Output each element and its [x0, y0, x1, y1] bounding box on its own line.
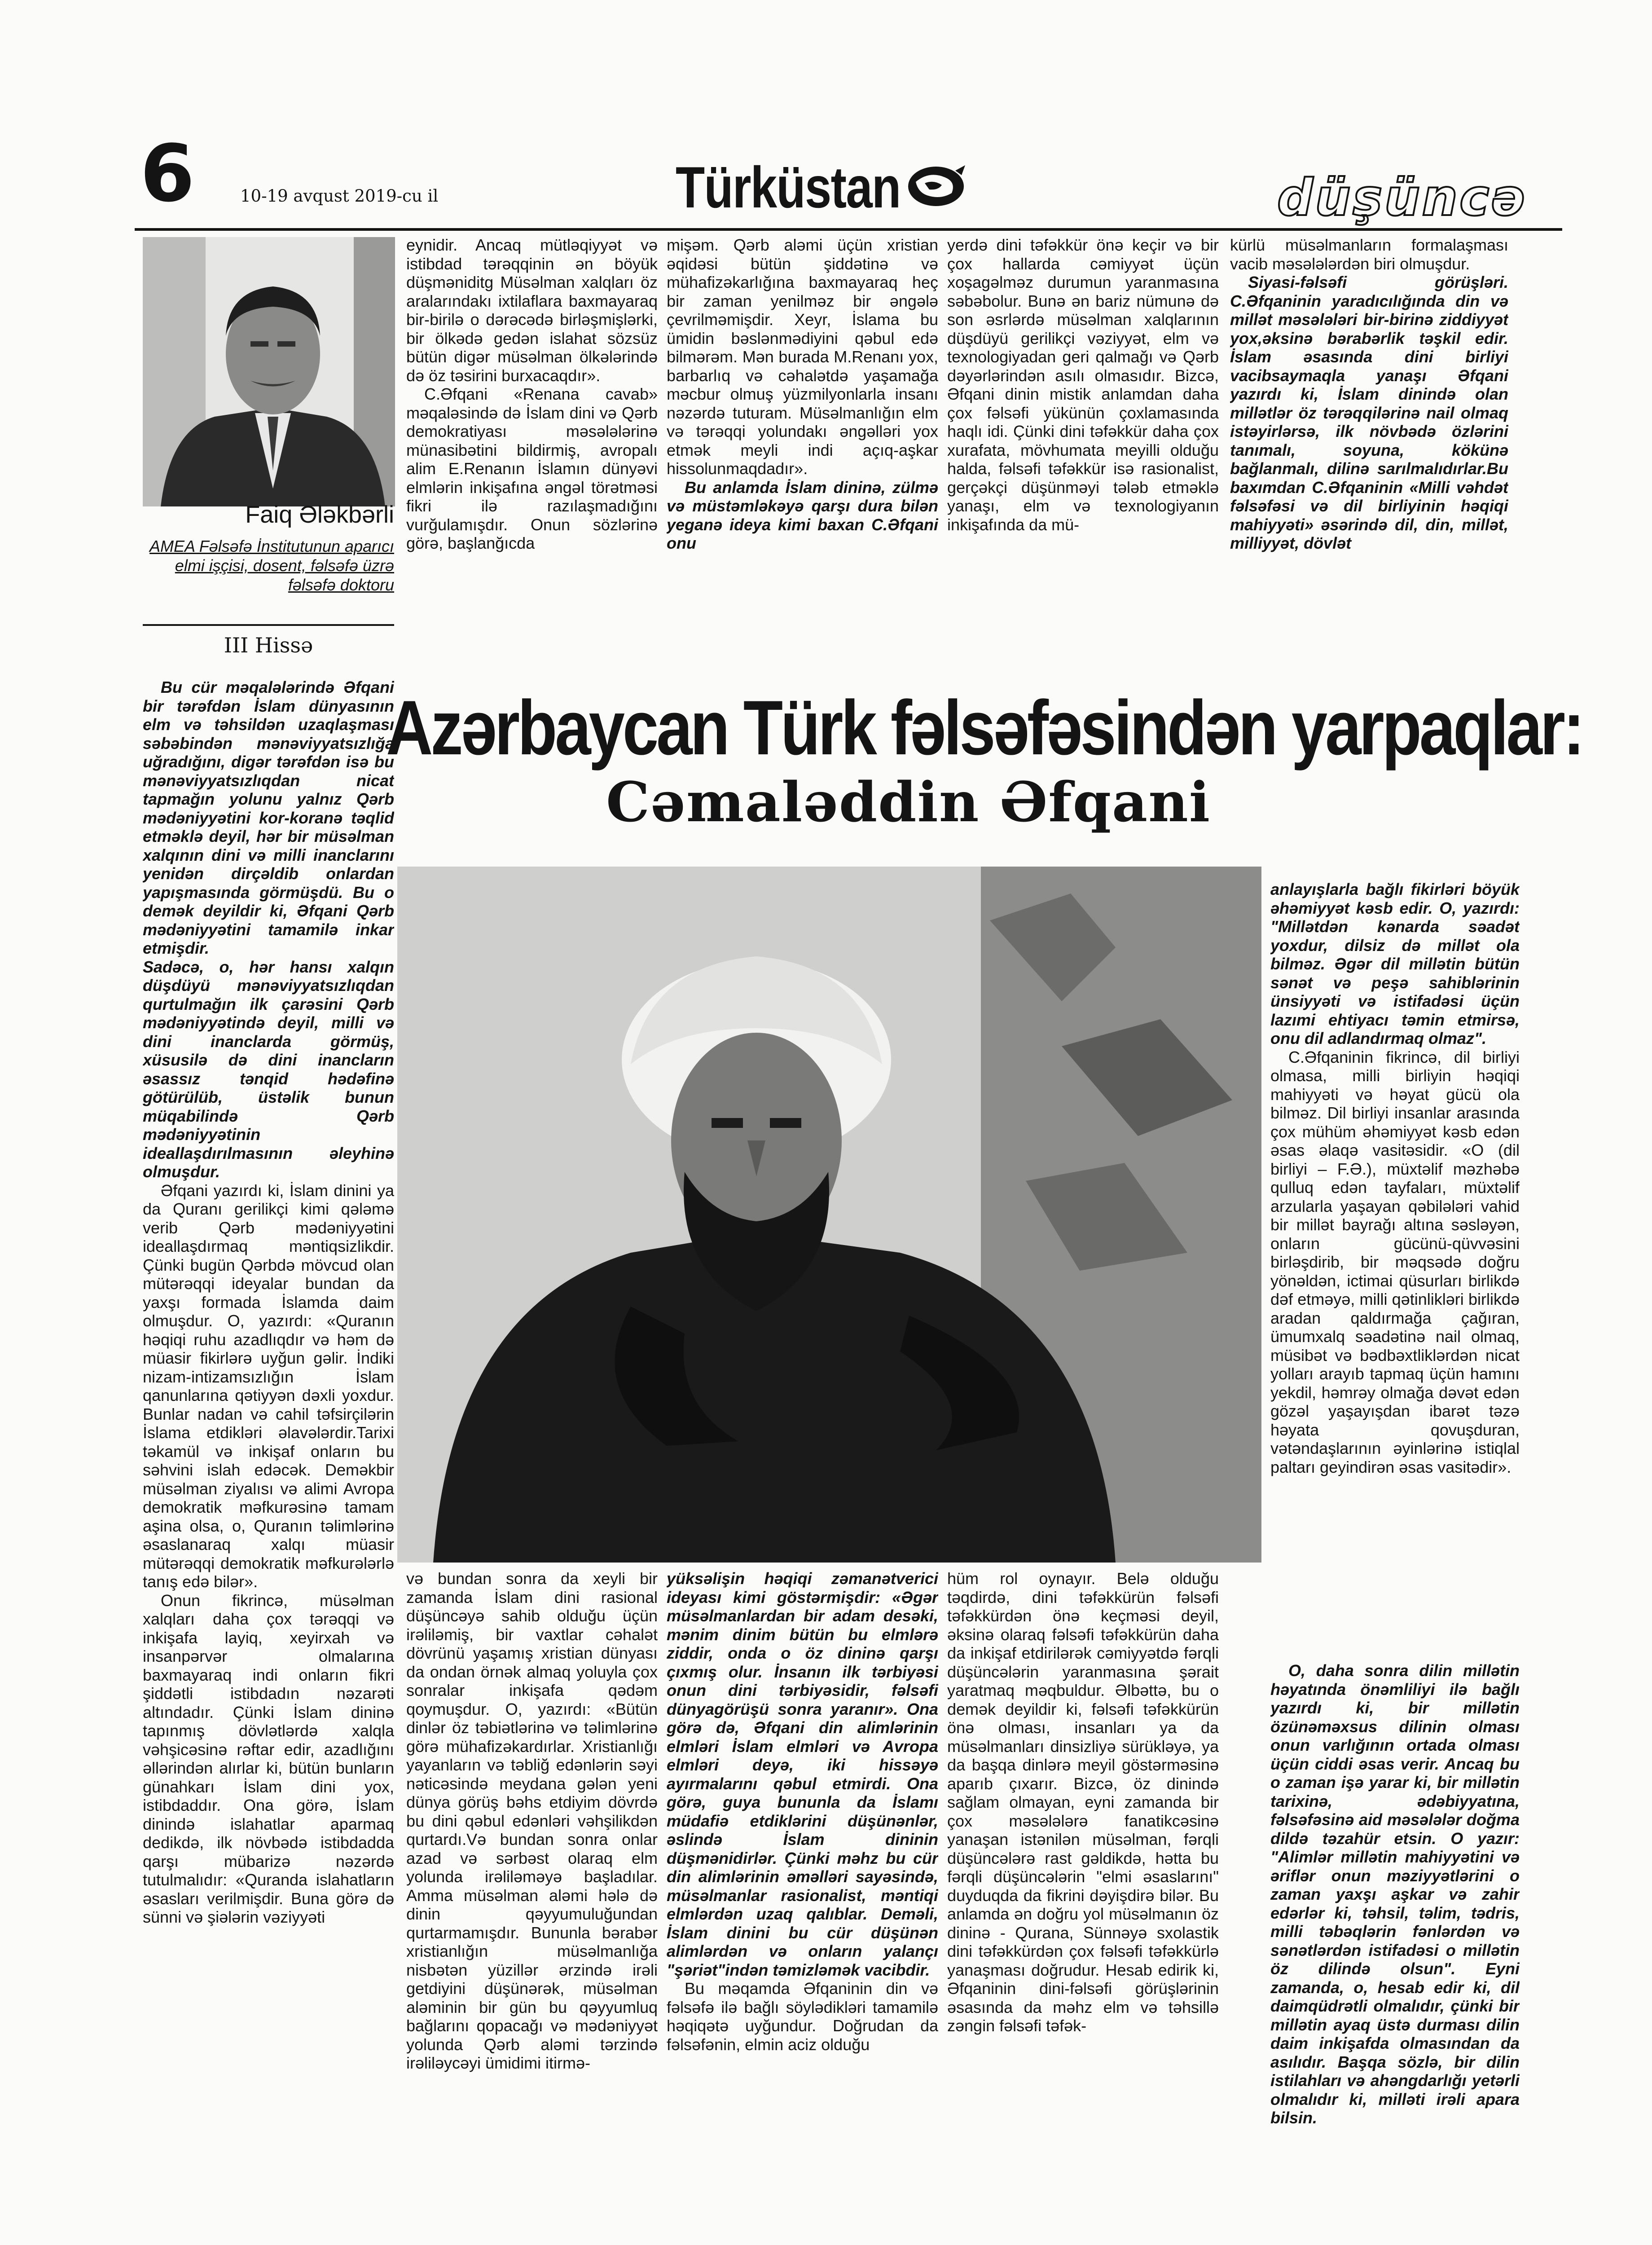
portrait-photo: [397, 867, 1261, 1563]
bold-paragraph: yüksəlişin həqiqi zəmanətverici ideyası kimi göstərmişdir: «Əgər müsəlmanlardan bir adam desəki, mənim dinim bütün bu elmlərə ziddir, onda o öz dininə qarşı çıxmış olur. İnsanın ilk tərbiyəsi onun dini tərbiyəsidir, fəlsəfi dünyagörüşü sonra yaranır». Ona görə də, Əfqani din alimlərinin elmləri İslam elmləri və Avropa elmləri deyə, iki hissəyə ayırmalarını qəbul etmirdi. Ona görə, guya bununla da İslamı müdafiə etdiklərini düşünənlər, əslində İslam dininin düşmənidirlər. Çünki məhz bu cür din alimlərinin əməlləri sayəsində, müsəlmanlar rasionalist, məntiqi elmlərdən uzaq qalıblar. Deməli, İslam dinini bu cür düşünən alimlərdən və onların yalançı "şəriət"indən təmizləmək vacibdir.: [667, 1569, 938, 1979]
bold-paragraph: anlayışlarla bağlı fikirləri böyük əhəmiyyət kəsb edir. O, yazırdı: "Millətdən kənarda səadət yoxdur, dilsiz də millət ola bilməz. Əgər dil millətin bütün sənət və peşə sahiblərinin ünsiyyəti və istifadəsi üçün lazımi ehtiyacı təmin etmirsə, onu dil adlandırmaq olmaz".: [1270, 880, 1520, 1048]
column-5-top: [1230, 236, 1508, 680]
column-3-top: [667, 236, 938, 680]
body-paragraph: eynidir. Ancaq mütləqiyyət və istibdad tərəqqinin ən böyük düşməniditg Müsəlman xalqları öz aralarındakı ixtilaflara baxmayaraq bir-birilə o dərəcədə birləşmişlərki, bir ölkədə gedən islahat sözsüz bütün digər müsəlman ölkələrində də öz təsirini burxacaqdır».: [406, 236, 658, 385]
issue-date: 10-19 avqust 2019-cu il: [240, 186, 439, 206]
column-left: [143, 678, 394, 2245]
globe-icon: [902, 162, 970, 211]
author-name: Faiq Ələkbərli: [245, 501, 394, 528]
column-2-top: [406, 236, 658, 680]
author-title: AMEA Fəlsəfə İnstitutunun aparıcı elmi işçisi, dosent, fəlsəfə üzrə fəlsəfə doktoru: [149, 537, 394, 594]
author-photo: [143, 237, 395, 506]
body-paragraph: hüm rol oynayır. Belə olduğu təqdirdə, dini təfəkkürün fəlsəfi təfəkkürdən önə keçməsi deyil, əksinə olaraq fəlsəfi təfəkkürün daha da inkişaf etdirilərək cəmiyyətdə fərqli düşüncələrin yaranmasına şərait yaratmaq məqbuldur. Əlbəttə, bu o demək deyildir ki, fəlsəfi təfəkkürün önə olması, insanları ya da müsəlmanları dinsizliyə sürükləyə, ya da başqa dinlərə meyil göstərməsinə aparıb çıxarır. Bizcə, öz dinində sağlam olmayan, eyni zamanda bir çox məsələlərə fanatikcəsinə yanaşan istənilən müsəlman, fərqli düşüncələrə rast gəldikdə, hətta bu fərqli düşüncələrin "elmi əsaslarını" duyduqda da fikrini dəyişdirə bilər. Bu anlamda ən doğru yol müsəlmanın öz dininə - Qurana, Sünnəyə sxolastik dini təfəkkürdən çox fəlsəfi təfəkkürlə yanaşması doğrudur. Hesab edirik ki, Əfqaninin dini-fəlsəfi görüşlərinin əsasında da məhz elm və təhsillə zəngin fəlsəfi təfək-: [947, 1569, 1219, 2035]
header-rule: [135, 228, 1562, 231]
bold-paragraph: Bu anlamda İslam dininə, zülmə və müstəmləkəyə qarşı dura bilən yeganə ideya kimi baxan C.Əfqani onu: [667, 478, 938, 552]
bold-paragraph: Siyasi-fəlsəfi görüşləri. C.Əfqaninin yaradıcılığında din və millət məsələləri bir-birinə zidd​iyyət yox,əksinə bərabərlik təşkil edir. İslam əsasında dini birliyi vacibsaymaqla yanaşı Əfqani yazırdı ki, İslam dinində olan millətlər öz tərəqqilərinə nail olmaq istəyirlərsə, ilk növbədə özlərini tanımalı, soyuna, kökünə bağlanmalı, dilinə sarılmalıdırlar.Bu baxımdan C.Əfqaninin «Milli vəhdət fəlsəfəsi və dil birliyinin həqiqi mahiyyəti» əsərində dil, din, millət, milliyyət, dövlət: [1230, 273, 1508, 552]
column-3-bottom: [667, 1569, 938, 2245]
author-divider: [143, 624, 394, 626]
column-5-mid: [1270, 880, 1520, 1652]
column-4-bottom: [947, 1569, 1219, 2245]
intro-bold-paragraph: Sadəcə, o, hər hansı xalqın düşdüyü mənəviyyatsızlıqdan qurtulmağın ilk çarəsini Qərb mədəniyyətində deyil, milli və dini inanclarda görmüş, xüsusilə də dini inancların əsassız tənqid hədəfinə götürülüb, üstəlik bunun müqabilində Qərb mədəniyyətinin ideallaşdırılmasının əleyhinə olmuşdur.: [143, 957, 394, 1181]
column-2-bottom: [406, 1569, 658, 2245]
newspaper-masthead: Türküstan: [676, 154, 901, 220]
body-paragraph: C.Əfqani «Renana cavab» məqaləsində də İslam dini və Qərb demokratiyası məsələlərinə münasibətini bildirmiş, avropalı alim E.Renanın İslamın dünyəvi elmlərin inkişafına əngəl törətməsi fikri ilə razılaşmadığını vurğulamışdır. Onun sözlərinə görə, başlanğıcda: [406, 385, 658, 552]
column-4-top: [947, 236, 1219, 680]
body-paragraph: Bu məqamda Əfqaninin din və fəlsəfə ilə bağlı söylədikləri tamamilə həqiqətə uyğundur. Doğrudan da fəlsəfənin, elmin aciz olduğu: [667, 1979, 938, 2054]
article-part: III Hissə: [224, 633, 313, 657]
body-paragraph: kürlü müsəlmanların formalaşması vacib məsələlərdən biri olmuşdur.: [1230, 236, 1508, 273]
body-paragraph: Onun fikrincə, müsəlman xalqları daha çox tərəqqi və inkişafa layiq, xeyirxah və insanpərvər olmalarına baxmayaraq indi onların fikri şiddətli istibdadın nəzarəti altındadır. Çünki İslam dininə tapınmış dövlətlərdə xalqla vəhşicəsinə rəftar edir, azadlığını əllərindən alırlar ki, bütün bunların günahkarı İslam dini yox, istibdaddır. Ona görə, İslam dinində islahatlar aparmaq dedikdə, ilk növbədə istibdadda qarşı mübarizə nəzərdə tutulmalıdır: «Quranda islahatların əsasları verilmişdir. Buna görə də sünni və şiələrin vəziyyəti: [143, 1591, 394, 1926]
body-paragraph: C.Əfqaninin fikrincə, dil birliyi olmasa, milli birliyin həqiqi mahiyyəti və həyat gücü ola bilməz. Dil birliyi insanlar arasında çox mühüm əhəmiyyət kəsb edən əsas əlaqə vasitəsidir. «O (dil birliyi – F.Ə.), müxtəlif məzhəbə qulluq edən tayfaları, müxtəlif arzularla yaşayan qəbilələri vahid bir millət bayrağı altına səsləyən, onların gücünü-qüvvəsini birləşdirib, bir məqsədə doğru yönəldən, ictimai qüsurları birlikdə dəf etməyə, milli qətinlikləri birlikdə aradan qaldırmağa çağıran, ümumxalq səadətinə nail olmaq, müsibət və bədbəxtliklərdən nicat yolları arayıb tapmaq üçün hamını yekdil, həmrəy olmağa dəvət edən gözəl yaşayışdan ibarət təzə həyata qovuşduran, vətəndaşlarının əyinlərinə istiqlal paltarı geyindirən əsas vasitədir».: [1270, 1048, 1520, 1476]
bold-paragraph: O, daha sonra dilin millətin həyatında önəmliliyi ilə bağlı yazırdı ki, bir millətin özünəməxsus dilinin olması onun varlığının ortada olması üçün ciddi əsas verir. Ancaq bu o zaman işə yarar ki, bir millətin tarixinə, ədəbiyyatına, fəlsəfəsinə aid məsələlər doğma dildə təzahür etsin. O yazır: "Alimlər millətin mahiyyətini və əriflər onun məziyyətlərini o zaman yaxşı aşkar və zahir edərlər ki, təhsil, təlim, tədris, milli təbəqlərin fənlərdən və sənətlərdən istifadəsi o millətin öz dilində olsun". Eyni zamanda, o, hesab edir ki, dil daimqüdrətli olmalıdır, çünki bir millətin ayaq üstə durması dilin daim inkişafda olmasından da asılıdır. Başqa sözlə, bir dilin istilahları və ahəngdarlığı yetərli olmalıdır ki, milləti irəli apara bilsin.: [1270, 1661, 1520, 2127]
body-paragraph: və bundan sonra da xeyli bir zamanda İslam dini rasional düşüncəyə sahib olduğu üçün irəliləmiş, bir vaxtlar cəhalət dövrünü yaşamış xristian dünyası da ondan örnək almaq yoluyla çox sonralar inkişafa qədəm qoymuşdur. O, yazırdı: «Bütün dinlər öz təbiətlərinə və təlimlərinə görə mühafizəkardırlar. Xristianlığı yayanların və təbliğ edənlərin səyi nəticəsində meydana gələn yeni dünya görüş bəhs etdiyim dövrdə bu dini qəbul edənləri vəhşilikdən qurtardı.Və bundan sonra onlar azad və sərbəst olaraq elm yolunda irəliləməyə başladılar. Amma müsəlman aləmi hələ də dinin qəyyumuluğundan qurtarmamışdır. Bununla bərabər xristianlığın müsəlmanlığa nisbətən yüzillər ərzində irəli getdiyini düşünərək, müsəlman aləminin bir gün bu qəyyumluq bağlarını qopacağı və mədəniyyət yolunda Qərb aləmi tərzində irəliləycəyi ümidimi itirmə-: [406, 1569, 658, 2072]
article-subheadline: Cəmaləddin Əfqani: [606, 770, 1211, 834]
section-title: düşüncə: [1277, 169, 1527, 227]
column-5-bottom: [1270, 1661, 1520, 2245]
article-headline: Azərbaycan Türk fəlsəfəsindən yarpaqlar:: [386, 685, 1583, 771]
page-number: 6: [140, 128, 195, 220]
intro-paragraph: Bu cür məqalələrində Əfqani bir tərəfdən İslam dünyasının elm və təhsildən uzaqlaşması səbəbindən mənəviyyatsızlığa uğradığını, digər tərəfdən isə bu mənəviyyatsızlıqdan nicat tapmağın yolunu yalnız Qərb mədəniyyətini kor-koranə təqlid etməklə deyil, hər bir müsəlman xalqının dini və milli inanclarını yenidən dirçəldib onlardan yapışmasında görmüşdü. Bu o demək deyildir ki, Əfqani Qərb mədəniyyətini tamamilə inkar etmişdir.: [143, 678, 394, 957]
body-paragraph: mişəm. Qərb aləmi üçün xristian əqidəsi bütün şiddətinə və mühafizəkarlığına baxmayaraq heç bir zaman yenilməz bir əngələ çevrilməmişdir. Xeyr, İslama bu ümidin bəslənmədiyini qəbul edə bilmərəm. Mən burada M.Renanı yox, barbarlıq və cəhalətdə yaşamağa məcbur olmuş yüzmilyonlarla insanı nəzərdə tuturam. Müsəlmanlığın elm və tərəqqi yolundakı əngəlləri yox etmək meyli indi açıq-aşkar hissolunmaqdadır».: [667, 236, 938, 478]
body-paragraph: yerdə dini təfəkkür önə keçir və bir çox hallarda cəmiyyət üçün xoşagəlməz durumun yaranmasına səbəbolur. Bunə ən bariz nümunə də son əsrlərdə müsəlman xalqlarının düşdüyü gerilikçi vəziyyət, elm və texnologiyadan geri qalmağı və Qərb dəyərlərindən asılı olmasıdır. Bizcə, Əfqani dinin mistik anlamdan daha çox fəlsəfi yükünün çoxlamasında haqlı idi. Çünki dini təfəkkür daha çox xurafata, mövhumata meyilli olduğu halda, fəlsəfi təfəkkür isə rasionalist, gerçəkçi düşünməyi tələb etməklə yanaşı, elm və texnologiyanın inkişafında da mü-: [947, 236, 1219, 534]
body-paragraph: Əfqani yazırdı ki, İslam dinini ya da Quranı gerilikçi kimi qələmə verib Qərb mədəniyyətini ideallaşdırmaq məntiqsizlikdir. Çünki bugün Qərbdə mövcud olan mütərəqqi ideyalar bundan da yaxşı formada İslamda daim olmuşdur. O, yazırdı: «Quranın həqiqi ruhu azadlıqdır və həm də müasir fikirlərə uyğun gəlir. İndiki nizam-intizamsızlığın İslam qanunlarına qətiyyən dəxli yoxdur. Bunlar nadan və cahil təfsirçilərin İslama etdikləri əlavələrdir.Tarixi təkamül və inkişaf onların bu səhvini islah edəcək. Deməkbir müsəlman ziyalısı və alimi Avropa demokratik məfkurəsinə tamam aşina olsa, o, Quranın təlimlərinə əsaslanaraq xalqı müasir mütərəqqi demokratik məfkurələrlə tanış edə bilər».: [143, 1181, 394, 1591]
